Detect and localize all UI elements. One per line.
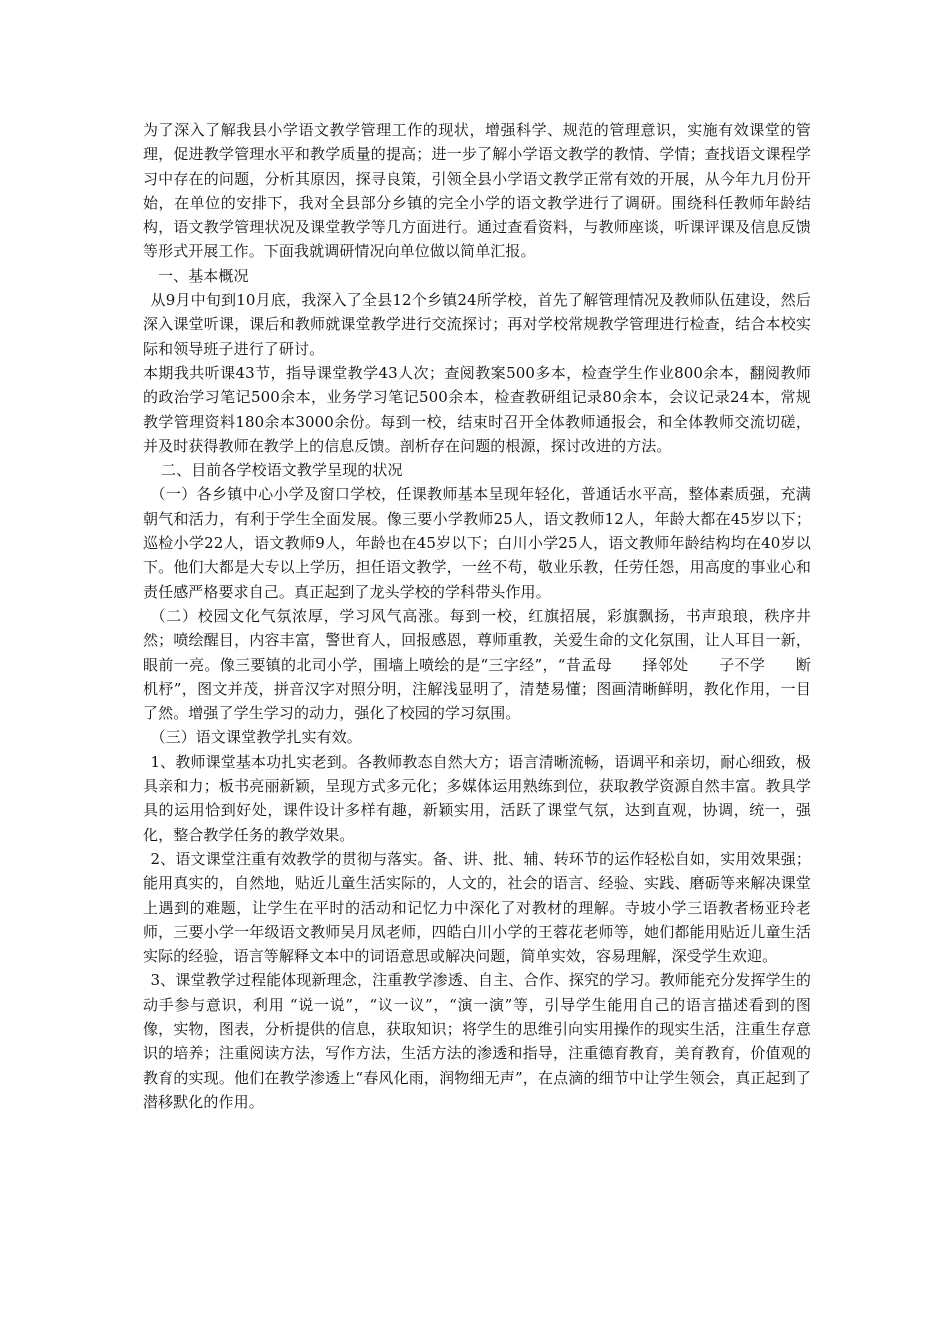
section-heading-overview: 一、基本概况 [158, 266, 249, 285]
status-item-1: （一）各乡镇中心小学及窗口学校，任课教师基本呈现年轻化，普通话水平高，整体素质强，充满朝气和活力，有利于学生全面发展。像三要小学教师25人，语文教师12人，年龄大都在45岁以下；巡检小学22人，语文教师9人，年龄也在45岁以下；白川小学25人，语文教师年龄结构均在40岁以下。他们大都是大专以上学历，担任语文教学，一丝不苟，敬业乐教，任劳任怨，用高度的事业心和责任感严格要求自己。真正起到了龙头学校的学科带头作用。 [143, 485, 811, 601]
point-1-paragraph: 1、教师课堂基本功扎实老到。各教师教态自然大方；语言清晰流畅，语调平和亲切，耐心细致，极具亲和力；板书亮丽新颖，呈现方式多元化；多媒体运用熟练到位，获取教学资源自然丰富。教具学具的运用恰到好处，课件设计多样有趣，新颖实用，活跃了课堂气氛，达到直观，协调，统一，强化，整合教学任务的教学效果。 [143, 752, 811, 844]
overview-paragraph: 从9月中旬到10月底，我深入了全县12个乡镇24所学校，首先了解管理情况及教师队伍建设，然后深入课堂听课，课后和教师就课堂教学进行交流探讨；再对学校常规教学管理进行检查，结合本校实际和领导班子进行了研讨。 [143, 291, 811, 358]
intro-paragraph: 为了深入了解我县小学语文教学管理工作的现状，增强科学、规范的管理意识，实施有效课堂的管理，促进教学管理水平和教学质量的提高；进一步了解小学语文教学的教情、学情；查找语文课程学习中存在的问题，分析其原因，探寻良策，引领全县小学语文教学正常有效的开展，从今年九月份开始，在单位的安排下，我对全县部分乡镇的完全小学的语文教学进行了调研。围绕科任教师年龄结构，语文教学管理状况及课堂教学等几方面进行。通过查看资料，与教师座谈，听课评课及信息反馈等形式开展工作。下面我就调研情况向单位做以简单汇报。 [143, 121, 811, 261]
status-item-3-heading: （三）语文课堂教学扎实有效。 [150, 728, 362, 747]
statistics-paragraph: 本期我共听课43节，指导课堂教学43人次；查阅教案500多本，检查学生作业800余本，翻阅教师的政治学习笔记500余本，业务学习笔记500余本，检查教研组记录80余本，会议记录24本，常规教学管理资料180余本3000余份。每到一校，结束时召开全体教师通报会，和全体教师交流切磋，并及时获得教师在教学上的信息反馈。剖析存在问题的根源，探讨改进的方法。 [143, 363, 811, 455]
point-2-paragraph: 2、语文课堂注重有效教学的贯彻与落实。备、讲、批、辅、转环节的运作轻松自如，实用效果强；能用真实的，自然地，贴近儿童生活实际的，人文的，社会的语言、经验、实践、磨砺等来解决课堂上遇到的难题，让学生在平时的活动和记忆力中深化了对教材的理解。寺坡小学三语教者杨亚玲老师，三要小学一年级语文教师吴月凤老师，四皓白川小学的王蓉花老师等，她们都能用贴近儿童生活实际的经验，语言等解释文本中的词语意思或解决问题，简单实效，容易理解，深受学生欢迎。 [143, 849, 811, 966]
status-item-2: （二）校园文化气氛浓厚，学习风气高涨。每到一校，红旗招展，彩旗飘扬，书声琅琅，秩序井然；喷绘醒目，内容丰富，警世育人，回报感恩，尊师重教，关爱生命的文化氛围，让人耳目一新，眼前一亮。像三要镇的北司小学，围墙上喷绘的是“三字经”，“昔孟母 择邻处 子不学 断机杼”，图文并茂，拼音汉字对照分明，注解浅显明了，清楚易懂；图画清晰鲜明，教化作用，一目了然。增强了学生学习的动力，强化了校园的学习氛围。 [143, 606, 811, 723]
document-body [143, 118, 811, 1114]
point-3-paragraph: 3、课堂教学过程能体现新理念，注重教学渗透、自主、合作、探究的学习。教师能充分发挥学生的动手参与意识，利用 “说一说”，“议一议”，“演一演”等，引导学生能用自己的语言描述看到的图像，实物，图表，分析提供的信息，获取知识；将学生的思维引向实用操作的现实生活，注重生存意识的培养；注重阅读方法，写作方法，生活方法的渗透和指导，注重德育教育，美育教育，价值观的教育的实现。他们在教学渗透上“春风化雨，润物细无声”，在点滴的细节中让学生领会，真正起到了潜移默化的作用。 [143, 971, 811, 1111]
section-heading-status: 二、目前各学校语文教学呈现的状况 [161, 461, 403, 480]
